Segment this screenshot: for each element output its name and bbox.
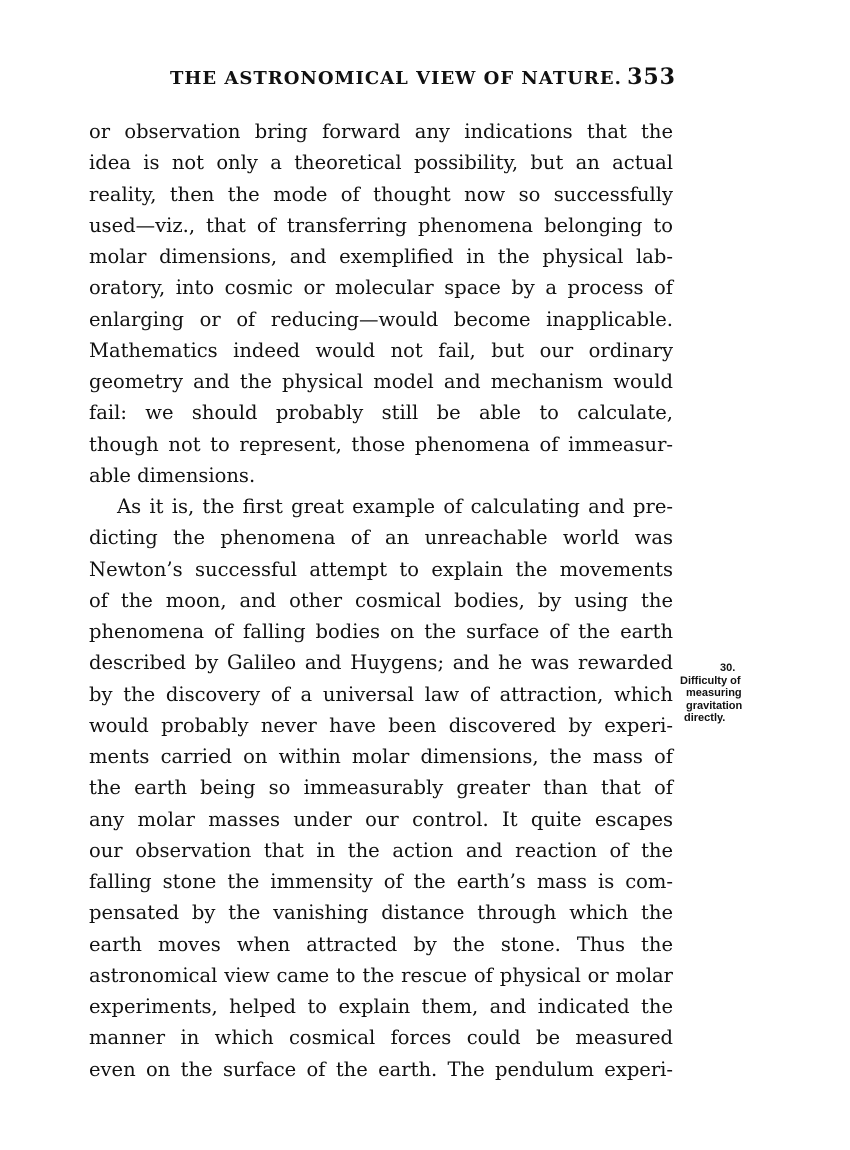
text-line: enlarging or of reducing—would become inapplicable. [89, 307, 673, 331]
body-text [89, 116, 673, 1085]
margin-note [680, 662, 760, 725]
text-line: able dimensions. [89, 463, 256, 487]
text-line: by the discovery of a universal law of attraction, which [89, 682, 673, 706]
text-line: Newton’s successful attempt to explain the movements [89, 557, 673, 581]
text-line: of the moon, and other cosmical bodies, by using the [89, 588, 673, 612]
text-line: idea is not only a theoretical possibility, but an actual [89, 151, 673, 175]
running-title: THE ASTRONOMICAL VIEW OF NATURE. [170, 68, 622, 89]
text-line: earth moves when attracted by the stone. Thus the [89, 932, 673, 956]
margin-note-line: directly. [684, 712, 726, 724]
text-line: described by Galileo and Huygens; and he was rewarded [89, 651, 673, 675]
page-number: 353 [627, 64, 676, 90]
text-line: pensated by the vanishing distance through which the [89, 901, 673, 925]
text-line: fail: we should probably still be able to calculate, [89, 401, 673, 425]
text-line: geometry and the physical model and mechanism would [89, 370, 673, 393]
text-line: As it is, the first great example of calculating and pre- [117, 495, 673, 518]
text-line: used—viz., that of transferring phenomena belonging to [89, 213, 673, 237]
text-line: oratory, into cosmic or molecular space by a process of [89, 276, 673, 300]
running-head [170, 60, 676, 100]
text-line: molar dimensions, and exemplified in the physical lab- [89, 245, 673, 268]
text-line: phenomena of falling bodies on the surface of the earth [89, 620, 673, 643]
text-line: manner in which cosmical forces could be measured [89, 1026, 673, 1050]
margin-note-number: 30. [720, 662, 736, 674]
text-line: astronomical view came to the rescue of physical or molar [89, 963, 673, 987]
text-line: any molar masses under our control. It quite escapes [89, 807, 673, 831]
text-line: falling stone the immensity of the earth’s mass is com- [89, 870, 673, 893]
text-line: reality, then the mode of thought now so successfully [89, 182, 673, 206]
margin-note-line: measuring [686, 687, 742, 699]
text-line: or observation bring forward any indications that the [89, 120, 673, 143]
text-line: our observation that in the action and reaction of the [89, 838, 673, 862]
text-line: would probably never have been discovered by experi- [89, 713, 673, 737]
text-line: Mathematics indeed would not fail, but our ordinary [89, 338, 673, 362]
margin-note-line: gravitation [686, 699, 743, 712]
text-line: the earth being so immeasurably greater than that of [89, 776, 673, 800]
text-line: dicting the phenomena of an unreachable world was [89, 526, 673, 550]
margin-note-line: Difficulty of [680, 674, 741, 687]
text-line: ments carried on within molar dimensions, the mass of [89, 745, 673, 768]
text-line: experiments, helped to explain them, and indicated the [89, 995, 673, 1018]
text-line: though not to represent, those phenomena of immeasur- [89, 432, 673, 456]
text-line: even on the surface of the earth. The pendulum experi- [89, 1057, 673, 1081]
